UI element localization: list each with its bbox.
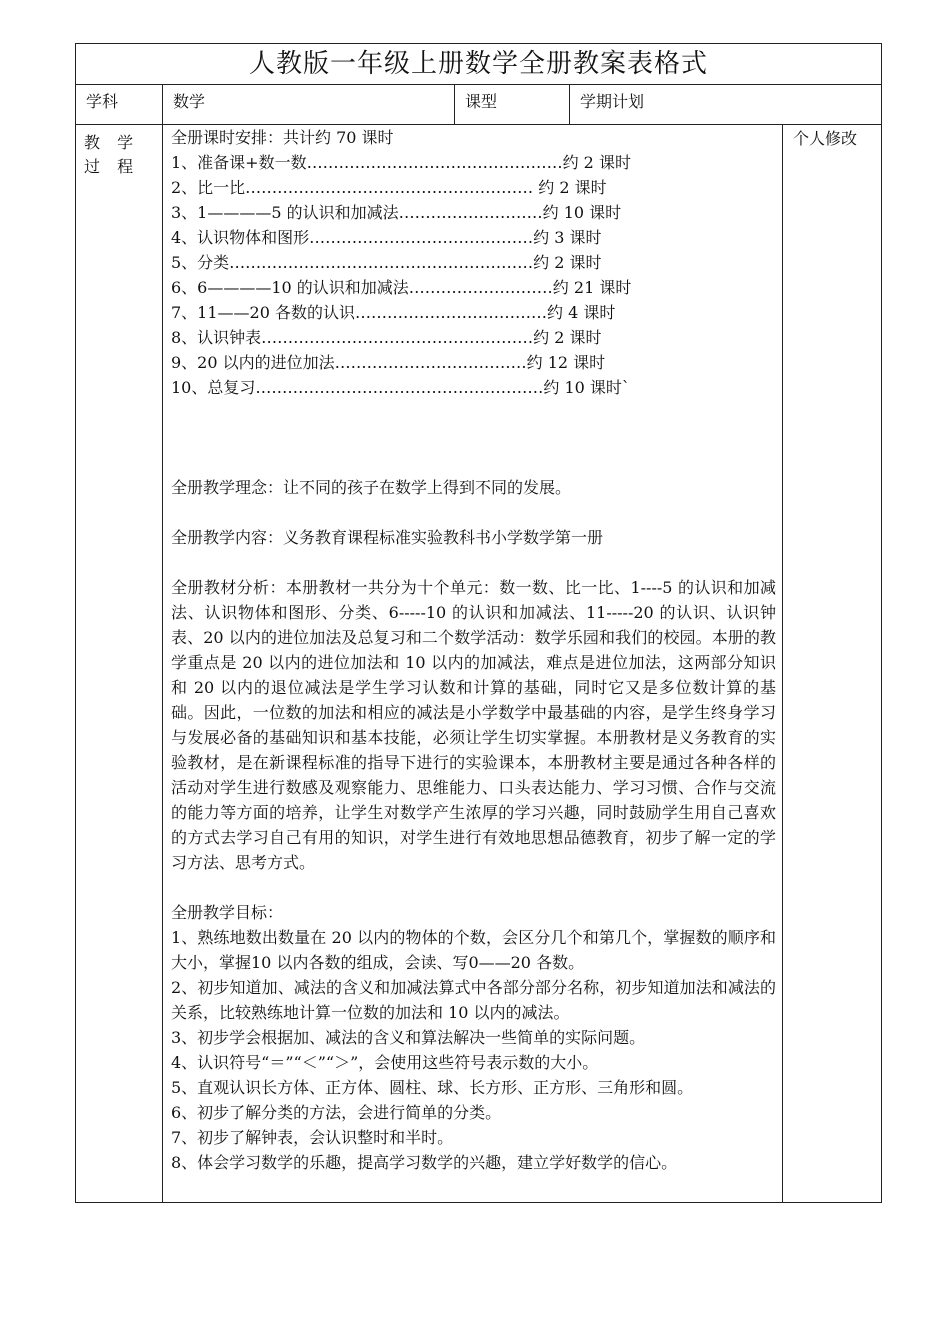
goal-item: 6、初步了解分类的方法，会进行简单的分类。	[171, 1103, 502, 1122]
schedule-item: 3、1————5 的认识和加减法………………………约 10 课时	[171, 203, 622, 222]
schedule-item: 1、准备课+数一数…………………………………………约 2 课时	[171, 153, 631, 172]
schedule-item: 8、认识钟表……………………………………………约 2 课时	[171, 328, 602, 347]
goal-item: 5、直观认识长方体、正方体、圆柱、球、长方形、正方形、三角形和圆。	[171, 1078, 694, 1097]
goal-item: 1、熟练地数出数量在 20 以内的物体的个数，会区分几个和第几个，掌握数的顺序和大小，掌握10 以内各数的组成，会读、写0——20 各数。	[171, 928, 776, 972]
goal-item: 2、初步知道加、减法的含义和加减法算式中各部分部分名称，初步知道加法和减法的关系，比较熟练地计算一位数的加法和 10 以内的减法。	[171, 978, 776, 1022]
personal-revision-label: 个人修改	[783, 125, 882, 1203]
process-label: 教 学 过 程	[76, 125, 163, 1203]
lesson-type-label: 课型	[455, 85, 570, 125]
goals-heading: 全册教学目标：	[171, 903, 284, 922]
schedule-item: 4、认识物体和图形……………………………………约 3 课时	[171, 228, 602, 247]
subject-value: 数学	[163, 85, 455, 125]
schedule-item: 7、11——20 各数的认识………………………………约 4 课时	[171, 303, 616, 322]
plan-content	[163, 125, 783, 1203]
lesson-plan-table	[75, 43, 881, 1203]
page-title: 人教版一年级上册数学全册教案表格式	[76, 44, 882, 85]
goal-item: 4、认识符号“＝”“＜”“＞”，会使用这些符号表示数的大小。	[171, 1053, 599, 1072]
schedule-item: 2、比一比……………………………………………… 约 2 课时	[171, 178, 607, 197]
schedule-item: 9、20 以内的进位加法………………………………约 12 课时	[171, 353, 606, 372]
goal-item: 8、体会学习数学的乐趣，提高学习数学的兴趣，建立学好数学的信心。	[171, 1153, 678, 1172]
teaching-philosophy: 全册教学理念：让不同的孩子在数学上得到不同的发展。	[171, 478, 572, 497]
schedule-item: 6、6————10 的认识和加减法………………………约 21 课时	[171, 278, 632, 297]
subject-label: 学科	[76, 85, 163, 125]
teaching-content: 全册教学内容：义务教育课程标准实验教科书小学数学第一册	[171, 528, 604, 547]
schedule-heading: 全册课时安排：共计约 70 课时	[171, 128, 394, 147]
schedule-item: 5、分类…………………………………………………约 2 课时	[171, 253, 602, 272]
schedule-item: 10、总复习………………………………………………约 10 课时`	[171, 378, 630, 397]
goal-item: 3、初步学会根据加、减法的含义和算法解决一些简单的实际问题。	[171, 1028, 646, 1047]
lesson-type-value: 学期计划	[570, 85, 882, 125]
material-analysis: 全册教材分析：本册教材一共分为十个单元：数一数、比一比、1----5 的认识和加减法、认识物体和图形、分类、6-----10 的认识和加减法、11-----20 的认识、认识钟表、20 以内的进位加法及总复习和二个数学活动：数学乐园和我们的校园。本册的教学重点是 20 以内的进位加法和 10 以内的加减法，难点是进位加法，这两部分知识和 20 以内的退位减法是学生学习认数和计算的基础，同时它又是多位数计算的基础。因此，一位数的加法和相应的减法是小学数学中最基础的内容，是学生终身学习与发展必备的基础知识和基本技能，必须让学生切实掌握。本册教材是义务教育的实验教材，是在新课程标准的指导下进行的实验课本，本册教材主要是通过各种各样的活动对学生进行数感及观察能力、思维能力、口头表达能力、学习习惯、合作与交流的能力等方面的培养，让学生对数学产生浓厚的学习兴趣，同时鼓励学生用自己喜欢的方式去学习自己有用的知识，对学生进行有效地思想品德教育，初步了解一定的学习方法、思考方式。	[171, 578, 776, 872]
goal-item: 7、初步了解钟表，会认识整时和半时。	[171, 1128, 454, 1147]
